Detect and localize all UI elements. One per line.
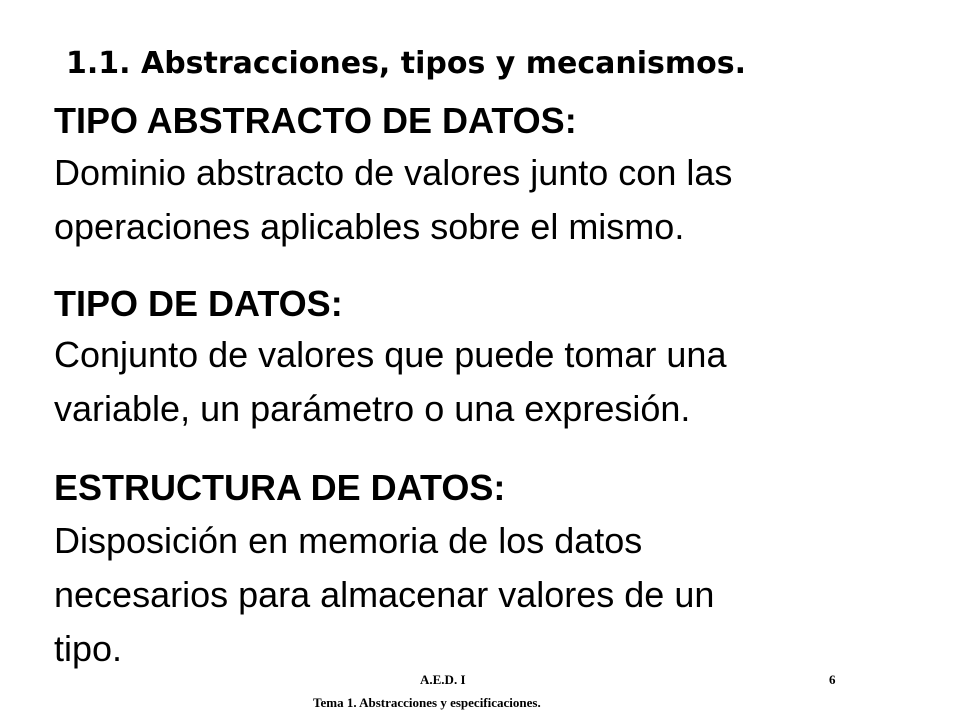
body-line: Conjunto de valores que puede tomar una — [54, 334, 727, 375]
section-body-estructura — [54, 514, 914, 676]
section-heading-tipo-de-datos: TIPO DE DATOS: — [54, 283, 343, 324]
section-body-tipo-de-datos — [54, 328, 914, 436]
footer-course: A.E.D. I — [420, 672, 466, 687]
footer-page-number: 6 — [829, 672, 836, 687]
body-line: Dominio abstracto de valores junto con las — [54, 152, 733, 193]
body-line: Disposición en memoria de los datos — [54, 520, 643, 561]
section-heading-tipo-abstracto: TIPO ABSTRACTO DE DATOS: — [54, 100, 577, 141]
section-heading-estructura: ESTRUCTURA DE DATOS: — [54, 467, 506, 508]
body-line: necesarios para almacenar valores de un — [54, 574, 715, 615]
body-line: operaciones aplicables sobre el mismo. — [54, 206, 685, 247]
section-body-tipo-abstracto — [54, 146, 914, 254]
footer-topic: Tema 1. Abstracciones y especificaciones. — [313, 695, 541, 710]
slide-title: 1.1. Abstracciones, tipos y mecanismos. — [66, 46, 747, 81]
body-line: variable, un parámetro o una expresión. — [54, 388, 691, 429]
body-line: tipo. — [54, 628, 123, 669]
